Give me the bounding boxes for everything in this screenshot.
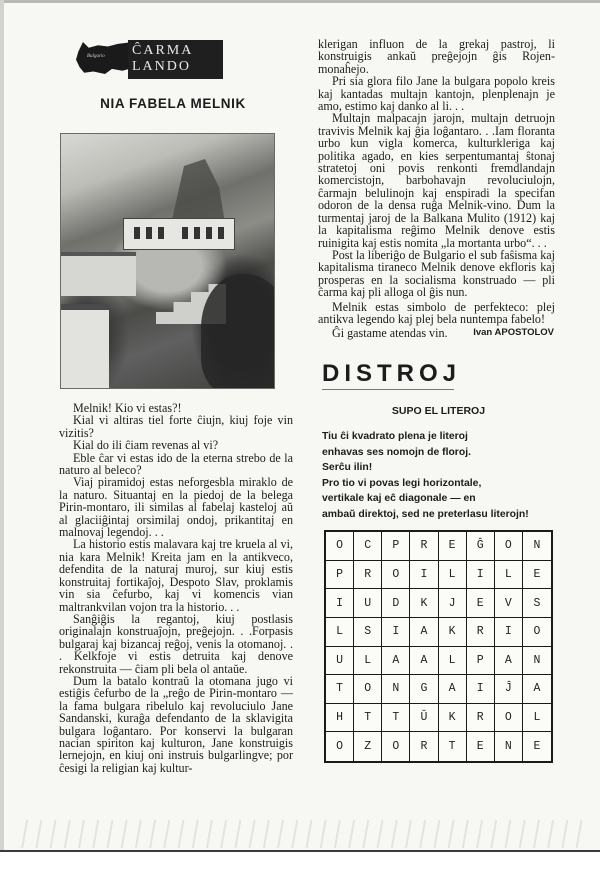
- paragraph: Kial do ili ĉiam revenas al vi?: [73, 438, 219, 453]
- logo-line-1: ĈARMA: [132, 43, 194, 58]
- grid-cell: E: [439, 532, 467, 561]
- word-search-grid: [324, 530, 553, 763]
- grid-cell: O: [495, 532, 523, 561]
- grid-cell: A: [410, 618, 438, 647]
- bulgaria-map-icon: [76, 42, 134, 74]
- page-edge-top: [0, 0, 600, 3]
- grid-cell: Ĵ: [495, 675, 523, 704]
- grid-cell: C: [354, 532, 382, 561]
- grid-cell: V: [495, 589, 523, 618]
- map-label: Bulgario: [87, 54, 105, 59]
- paragraph: Melnik estas simbolo de perfekteco: plej antikva legendo kaj plej bela nuntempa fabelo!: [318, 299, 555, 326]
- page-edge-left: [0, 0, 4, 850]
- paragraph: Post la liberiĝo de Bulgario el sub faŝisma kaj kapitalisma tiraneco Melnik denove ekfloris kaj prosperas en la socialisma konstruado — pli ĉarma kaj pli alloga ol ĝis nun.: [318, 247, 555, 300]
- grid-cell: E: [533, 740, 541, 754]
- paragraph: Viaj piramidoj estas neforgesbla miraklo de la naturo. Situantaj en la piedoj de la belega Pirin-montaro, ili similas al fabelaj kasteloj aŭ al glaciiĝintaj orsimilaj ondoj, prikantitaj en malnovaj legendoj. . .: [59, 475, 293, 540]
- photo-house: [61, 304, 109, 389]
- grid-cell: O: [382, 561, 410, 590]
- paragraph: Multajn malpacajn jarojn, multajn detruojn travivis Melnik kaj ĝia loĝantaro. . .Iam floranta urbo kun vigla komerca, kulturkleriga kaj politika agado, en kies serpentumantaj ŝtonaj stratetoj oni povis renkonti fremdlandajn komercistojn, barbohavajn revoluciulojn, ĉarmajn belulinojn kaj enspiradi la specifan odoron de la densa ruĝa Melnik-vino. Dum la turmentaj jaroj de la Balkana Mulito (1912) kaj la kapitalisma reĝimo Melnik denove estis ruinigita kaj estis nomita „la mortanta urbo“. . .: [318, 111, 555, 250]
- author-signature: Ivan APOSTOLOV: [473, 327, 554, 338]
- grid-cell: K: [439, 618, 467, 647]
- grid-cell: Ŭ: [410, 704, 438, 733]
- instruction-line: Pro tio vi povas legi horizontale,: [322, 477, 482, 489]
- paragraph: Dum la batalo kontraŭ la otomana jugo vi estiĝis ĉefurbo de la „reĝo de Pirin-montaro — la fama bulgara ribelulo kaj revoluciulo Jane Sandanski, kuraĝa defendanto de la sklavigita bulgara loĝantaro. Por konservi la bulgaran nacian spiriton kaj kulturon, Jane konstruigis lernejojn, en kiuj oni instruis bulgarlingve; por ĉesigi la religian kaj kultur-: [59, 673, 293, 775]
- grid-cell: L: [439, 647, 467, 676]
- grid-cell: U: [326, 647, 354, 676]
- grid-cell: I: [382, 618, 410, 647]
- grid-cell: U: [354, 589, 382, 618]
- grid-cell: H: [326, 704, 354, 733]
- grid-cell: G: [410, 675, 438, 704]
- grid-cell: L: [439, 561, 467, 590]
- article-right-column: [318, 38, 555, 340]
- instruction-line: ambaŭ direktoj, sed ne preterlasu literojn!: [322, 508, 529, 520]
- grid-cell: A: [495, 647, 523, 676]
- grid-cell: L: [523, 704, 551, 733]
- paragraph: Pri sia glora filo Jane la bulgara popolo kreis kaj kantadas multajn kantojn, plenplenajn je amo, estimo kaj danko al li. . .: [318, 74, 555, 114]
- grid-cell: K: [439, 704, 467, 733]
- grid-cell: R: [354, 561, 382, 590]
- photo-house: [61, 252, 136, 296]
- grid-cell: N: [495, 732, 523, 761]
- page-edge-bottom: [0, 850, 600, 869]
- grid-cell: I: [495, 618, 523, 647]
- grid-cell: I: [467, 561, 495, 590]
- grid-cell: O: [495, 704, 523, 733]
- grid-cell: E: [467, 589, 495, 618]
- grid-cell: I: [467, 675, 495, 704]
- instruction-line: Tiu ĉi kvadrato plena je literoj: [322, 431, 468, 442]
- paragraph-continuation: klerigan influon de la grekaj pastroj, li konstruigis ankaŭ preĝejojn ĝis Rojen-monaĥejo.: [318, 37, 555, 76]
- section-logo: [76, 40, 216, 80]
- grid-cell: L: [326, 618, 354, 647]
- section-rule: [322, 389, 454, 390]
- article-left-column: [59, 402, 293, 774]
- melnik-photo: [60, 133, 275, 389]
- puzzle-title: SUPO EL LITEROJ: [391, 405, 486, 417]
- grid-cell: N: [382, 675, 410, 704]
- instruction-line: enhavas ses nomojn de floroj.: [322, 446, 471, 458]
- grid-cell: O: [326, 732, 354, 761]
- instruction-line: Serĉu ilin!: [322, 462, 373, 474]
- grid-cell: O: [326, 532, 354, 561]
- grid-cell: I: [410, 561, 438, 590]
- grid-cell: L: [495, 561, 523, 590]
- grid-cell: L: [354, 647, 382, 676]
- puzzle-instructions: [322, 429, 562, 523]
- grid-cell: A: [523, 675, 551, 704]
- paragraph: Sanĝiĝis la regantoj, kiuj postlasis originalajn konstruaĵojn, preĝejojn. . .Forpasis bulgaraj kaj bizancaj reĝoj, venis la otomanoj. . . Kelkfoje vi estis detruita kaj denove rekonstruita — ĉiam pli bela ol antaŭe.: [59, 611, 293, 676]
- grid-cell: T: [326, 675, 354, 704]
- grid-cell: O: [382, 732, 410, 761]
- grid-cell: O: [354, 675, 382, 704]
- paragraph: La historio estis malavara kaj tre kruela al vi, nia kara Melnik! Kreita jam en la antikveco, defendita de la naturaj muroj, sur kiuj estis konstruitaj fortikaĵoj, Despoto Slav, proklamis vin sia ĉefurbo, kaj vi komencis vian maltrankvilan vojon tra la historio. . .: [59, 537, 293, 614]
- grid-cell: T: [439, 732, 467, 761]
- paragraph: Melnik! Kio vi estas?!: [73, 401, 182, 415]
- grid-cell: S: [354, 618, 382, 647]
- article-title: NIA FABELA MELNIK: [100, 96, 246, 111]
- grid-cell: O: [523, 618, 551, 647]
- bleed-through-noise: [20, 820, 590, 848]
- grid-cell: N: [523, 647, 551, 676]
- grid-cell: J: [439, 589, 467, 618]
- paragraph: Ĝi gastame atendas vin.: [332, 326, 448, 341]
- logo-text: [132, 43, 193, 75]
- grid-cell: A: [410, 647, 438, 676]
- grid-cell: I: [326, 589, 354, 618]
- grid-cell: D: [382, 589, 410, 618]
- grid-cell: R: [467, 618, 495, 647]
- paragraph: Kial vi altiras tiel forte ĉiujn, kiuj foje vin vizitis?: [59, 413, 293, 440]
- grid-cell: N: [523, 532, 551, 561]
- instruction-line: vertikale kaj eĉ diagonale — en: [322, 493, 476, 505]
- grid-cell: K: [410, 589, 438, 618]
- grid-cell: P: [382, 532, 410, 561]
- grid-cell: S: [523, 589, 551, 618]
- grid-cell: T: [382, 704, 410, 733]
- logo-line-2: LANDO: [132, 59, 191, 74]
- section-title: DISTROJ: [322, 360, 462, 387]
- grid-cell: P: [467, 647, 495, 676]
- grid-cell: E: [523, 561, 551, 590]
- paragraph: Eble ĉar vi estas ido de la eterna strebo de la naturo al beleco?: [59, 450, 293, 478]
- grid-cell: A: [439, 675, 467, 704]
- grid-cell: A: [382, 647, 410, 676]
- grid-cell: R: [467, 704, 495, 733]
- grid-cell: P: [326, 561, 354, 590]
- photo-tree: [201, 274, 275, 389]
- grid-cell: R: [410, 532, 438, 561]
- grid-cell: E: [467, 732, 495, 761]
- photo-house: [123, 218, 235, 250]
- grid-cell: T: [354, 704, 382, 733]
- grid-cell: Z: [354, 732, 382, 761]
- grid-cell: Ĝ: [467, 532, 495, 561]
- grid-cell: R: [410, 732, 438, 761]
